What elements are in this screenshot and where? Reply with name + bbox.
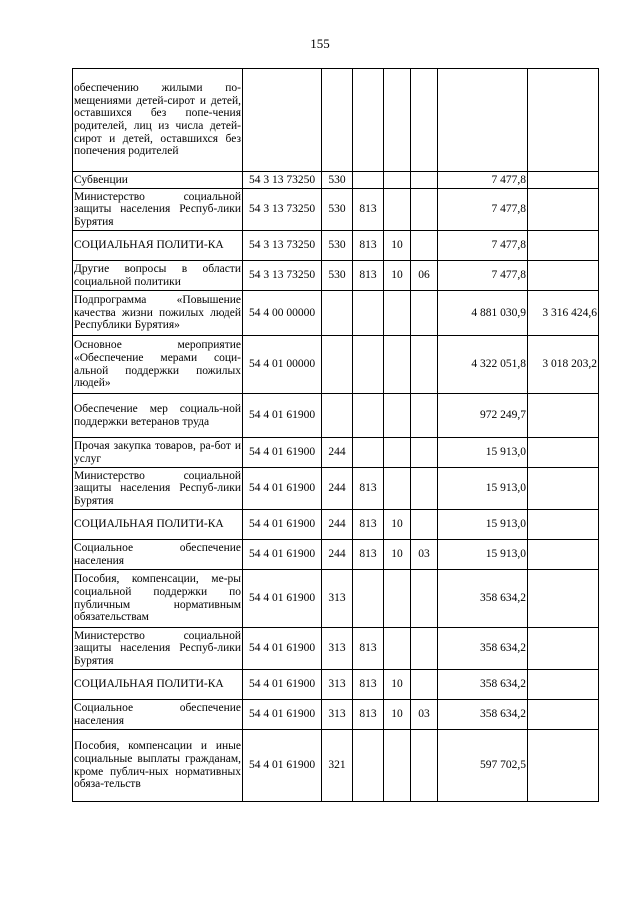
row-name: Прочая закупка товаров, ра-бот и услуг [73, 438, 243, 468]
row-sum-1 [438, 69, 528, 172]
row-vr: 313 [322, 670, 353, 700]
row-name: Социальное обеспечение населения [73, 700, 243, 730]
row-pr [411, 394, 438, 438]
row-sum-1: 972 249,7 [438, 394, 528, 438]
row-pr: 03 [411, 540, 438, 570]
row-name: Подпрограмма «Повышение качества жизни пожилых людей Республики Бурятия» [73, 291, 243, 336]
row-gr [353, 291, 384, 336]
table-row [73, 628, 599, 670]
row-sum-2 [528, 261, 599, 291]
row-pr: 03 [411, 700, 438, 730]
row-pr [411, 670, 438, 700]
table-row [73, 730, 599, 802]
row-rz: 10 [384, 670, 411, 700]
row-rz [384, 438, 411, 468]
table-row [73, 69, 599, 172]
table-row [73, 700, 599, 730]
row-pr [411, 468, 438, 510]
row-name: Министерство социальной защиты населения Респуб-лики Бурятия [73, 189, 243, 231]
row-sum-1: 358 634,2 [438, 628, 528, 670]
row-gr [353, 172, 384, 189]
row-rz: 10 [384, 700, 411, 730]
row-sum-2 [528, 438, 599, 468]
row-pr [411, 730, 438, 802]
row-name: Пособия, компенсации, ме-ры социальной поддержки по публичным нормативным обязательствам [73, 570, 243, 628]
row-vr: 244 [322, 468, 353, 510]
row-sum-2 [528, 540, 599, 570]
row-rz: 10 [384, 231, 411, 261]
row-code: 54 4 01 61900 [243, 438, 322, 468]
row-sum-1: 358 634,2 [438, 670, 528, 700]
row-gr [353, 438, 384, 468]
row-sum-2 [528, 468, 599, 510]
row-sum-2 [528, 670, 599, 700]
row-gr: 813 [353, 189, 384, 231]
row-sum-1: 358 634,2 [438, 570, 528, 628]
row-name: Министерство социальной защиты населения Респуб-лики Бурятия [73, 628, 243, 670]
row-vr: 244 [322, 540, 353, 570]
table-row [73, 570, 599, 628]
table-row [73, 670, 599, 700]
row-code: 54 4 01 61900 [243, 540, 322, 570]
row-gr: 813 [353, 628, 384, 670]
row-rz [384, 394, 411, 438]
row-pr [411, 570, 438, 628]
row-sum-1: 358 634,2 [438, 700, 528, 730]
row-rz: 10 [384, 510, 411, 540]
table-row [73, 231, 599, 261]
row-rz [384, 291, 411, 336]
row-rz [384, 730, 411, 802]
row-name: СОЦИАЛЬНАЯ ПОЛИТИ-КА [73, 670, 243, 700]
row-rz [384, 172, 411, 189]
row-pr [411, 291, 438, 336]
row-code: 54 4 01 00000 [243, 336, 322, 394]
row-vr: 313 [322, 570, 353, 628]
row-gr: 813 [353, 231, 384, 261]
row-rz [384, 336, 411, 394]
row-sum-1: 597 702,5 [438, 730, 528, 802]
row-sum-2 [528, 570, 599, 628]
row-vr: 313 [322, 628, 353, 670]
row-gr: 813 [353, 510, 384, 540]
row-name: СОЦИАЛЬНАЯ ПОЛИТИ-КА [73, 510, 243, 540]
row-rz: 10 [384, 261, 411, 291]
row-sum-1: 7 477,8 [438, 231, 528, 261]
row-name: Другие вопросы в области социальной политики [73, 261, 243, 291]
row-sum-2 [528, 189, 599, 231]
row-code: 54 3 13 73250 [243, 189, 322, 231]
row-name: Субвенции [73, 172, 243, 189]
row-sum-2 [528, 69, 599, 172]
row-gr [353, 394, 384, 438]
row-sum-1: 15 913,0 [438, 468, 528, 510]
table-row [73, 510, 599, 540]
row-name: Министерство социальной защиты населения Респуб-лики Бурятия [73, 468, 243, 510]
row-sum-1: 7 477,8 [438, 189, 528, 231]
row-sum-2 [528, 510, 599, 540]
row-rz [384, 570, 411, 628]
row-sum-2 [528, 730, 599, 802]
row-vr: 244 [322, 510, 353, 540]
row-vr: 313 [322, 700, 353, 730]
row-name: Основное мероприятие «Обеспечение мерами соци-альной поддержки пожилых людей» [73, 336, 243, 394]
table-row [73, 261, 599, 291]
row-name: СОЦИАЛЬНАЯ ПОЛИТИ-КА [73, 231, 243, 261]
row-name: Обеспечение мер социаль-ной поддержки ветеранов труда [73, 394, 243, 438]
row-gr [353, 570, 384, 628]
row-sum-2 [528, 628, 599, 670]
row-rz [384, 468, 411, 510]
row-sum-1: 15 913,0 [438, 438, 528, 468]
row-vr: 321 [322, 730, 353, 802]
row-pr [411, 189, 438, 231]
row-rz [384, 628, 411, 670]
row-sum-1: 4 322 051,8 [438, 336, 528, 394]
row-code: 54 4 01 61900 [243, 700, 322, 730]
row-rz: 10 [384, 540, 411, 570]
row-pr: 06 [411, 261, 438, 291]
row-code: 54 4 01 61900 [243, 394, 322, 438]
row-vr: 244 [322, 438, 353, 468]
row-sum-2 [528, 231, 599, 261]
row-name: Социальное обеспечение населения [73, 540, 243, 570]
row-sum-1: 7 477,8 [438, 261, 528, 291]
row-pr [411, 628, 438, 670]
row-gr: 813 [353, 468, 384, 510]
row-code: 54 4 01 61900 [243, 570, 322, 628]
row-sum-1: 15 913,0 [438, 510, 528, 540]
row-vr: 530 [322, 172, 353, 189]
row-gr [353, 69, 384, 172]
row-vr [322, 394, 353, 438]
table-row [73, 438, 599, 468]
table-row [73, 291, 599, 336]
row-rz [384, 69, 411, 172]
row-pr [411, 510, 438, 540]
row-code [243, 69, 322, 172]
row-code: 54 4 00 00000 [243, 291, 322, 336]
budget-table [72, 68, 599, 802]
row-code: 54 3 13 73250 [243, 231, 322, 261]
row-sum-1: 4 881 030,9 [438, 291, 528, 336]
row-sum-2: 3 018 203,2 [528, 336, 599, 394]
row-code: 54 3 13 73250 [243, 261, 322, 291]
row-code: 54 4 01 61900 [243, 670, 322, 700]
row-gr [353, 730, 384, 802]
row-sum-2: 3 316 424,6 [528, 291, 599, 336]
row-code: 54 4 01 61900 [243, 730, 322, 802]
table-row [73, 189, 599, 231]
row-code: 54 4 01 61900 [243, 510, 322, 540]
row-name: Пособия, компенсации и иные социальные выплаты гражданам, кроме публич-ных нормативных обяза-тельств [73, 730, 243, 802]
row-vr [322, 336, 353, 394]
row-sum-2 [528, 172, 599, 189]
row-pr [411, 172, 438, 189]
row-name: обеспечению жилыми по-мещениями детей-сирот и детей, оставшихся без попе-чения родителей, лиц из числа детей-сирот и детей, оставшихся без попечения родителей [73, 69, 243, 172]
row-pr [411, 231, 438, 261]
table-row [73, 172, 599, 189]
row-vr: 530 [322, 261, 353, 291]
table-row [73, 540, 599, 570]
row-code: 54 4 01 61900 [243, 628, 322, 670]
page-number: 155 [310, 36, 330, 51]
row-vr: 530 [322, 231, 353, 261]
row-pr [411, 438, 438, 468]
row-code: 54 4 01 61900 [243, 468, 322, 510]
row-pr [411, 69, 438, 172]
row-code: 54 3 13 73250 [243, 172, 322, 189]
row-gr [353, 336, 384, 394]
row-gr: 813 [353, 540, 384, 570]
row-gr: 813 [353, 670, 384, 700]
row-rz [384, 189, 411, 231]
row-vr [322, 69, 353, 172]
row-pr [411, 336, 438, 394]
row-sum-1: 15 913,0 [438, 540, 528, 570]
row-sum-2 [528, 700, 599, 730]
row-sum-1: 7 477,8 [438, 172, 528, 189]
table-row [73, 336, 599, 394]
table-row [73, 468, 599, 510]
row-gr: 813 [353, 700, 384, 730]
table-row [73, 394, 599, 438]
row-gr: 813 [353, 261, 384, 291]
row-vr [322, 291, 353, 336]
row-vr: 530 [322, 189, 353, 231]
row-sum-2 [528, 394, 599, 438]
